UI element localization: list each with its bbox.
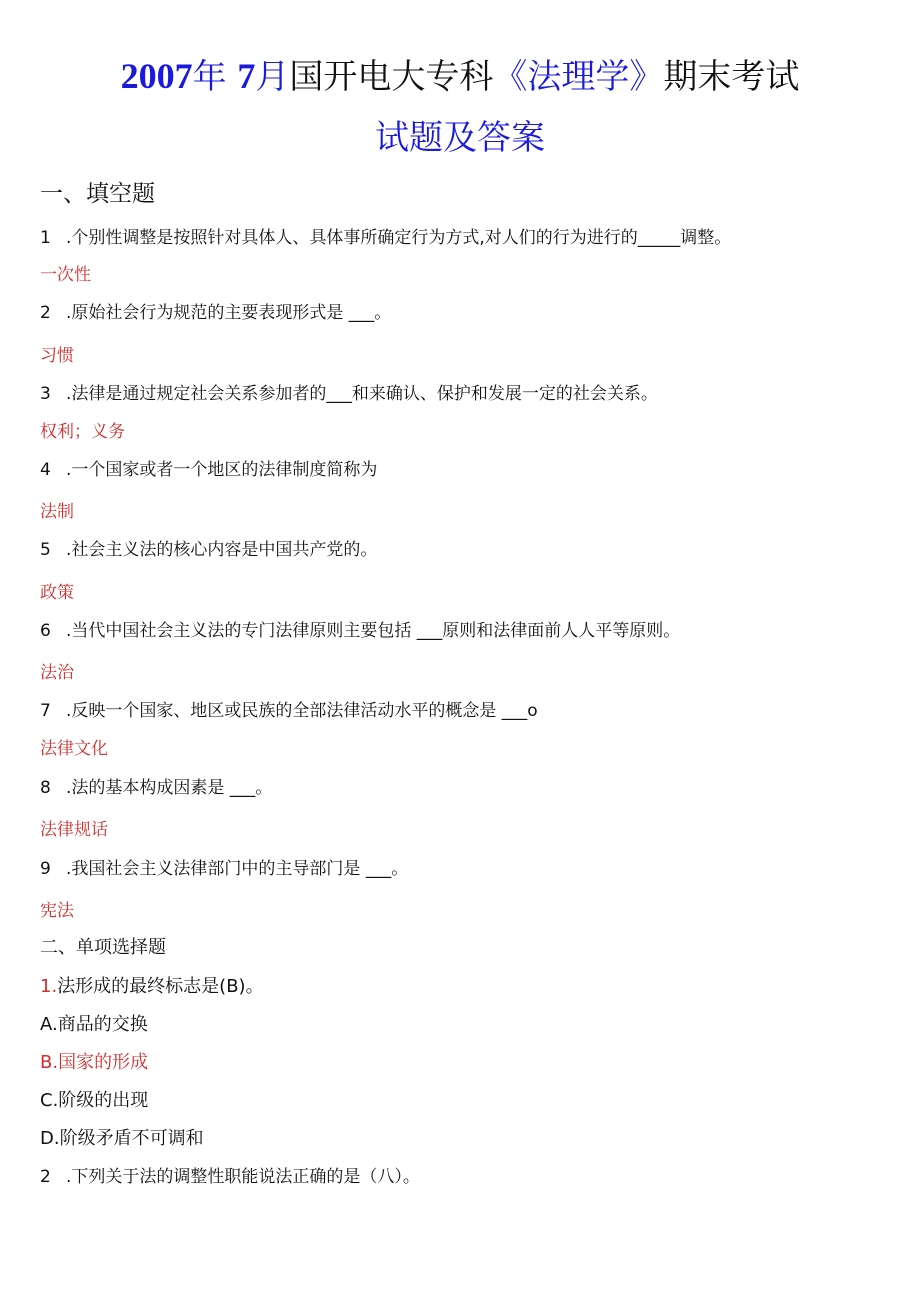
- option-a: A.商品的交换: [40, 1014, 148, 1035]
- title-nian: 年: [192, 57, 227, 97]
- answer-2: 习惯: [40, 346, 74, 366]
- answer-9: 宪法: [40, 901, 74, 921]
- document-title-line-2: 试题及答案: [375, 118, 545, 158]
- question-text: .反映一个国家、地区或民族的全部法律活动水平的概念是 ___o: [66, 701, 538, 721]
- answer-8: 法律规话: [40, 820, 108, 840]
- document-title-line-1: [0, 52, 920, 101]
- option-c: C.阶级的出现: [40, 1090, 149, 1111]
- title-course: 《法理学》: [493, 57, 664, 97]
- question-text: .法律是通过规定社会关系参加者的___和来确认、保护和发展一定的社会关系。: [66, 384, 658, 404]
- section-heading-fill-in: 一、填空题: [40, 181, 155, 207]
- question-text: .个别性调整是按照针对具体人、具体事所确定行为方式,对人们的行为进行的_____调整。: [66, 228, 732, 248]
- answer-7: 法律文化: [40, 739, 108, 759]
- question-number: 6: [40, 621, 51, 641]
- question-6: [40, 619, 680, 643]
- question-1: [40, 226, 731, 250]
- question-number: 1: [40, 228, 51, 248]
- question-number: 2: [40, 303, 51, 323]
- question-2: [40, 301, 391, 325]
- question-number: 3: [40, 384, 51, 404]
- question-3: [40, 382, 658, 406]
- question-text: .我国社会主义法律部门中的主导部门是 ___。: [66, 859, 409, 879]
- question-7: [40, 699, 538, 723]
- answer-3: 权利；义务: [40, 422, 125, 442]
- question-text: .社会主义法的核心内容是中国共产党的。: [66, 540, 378, 560]
- question-number: 8: [40, 778, 51, 798]
- question-number: 1.: [40, 976, 58, 997]
- question-4: [40, 458, 377, 482]
- question-number: 9: [40, 859, 51, 879]
- question-text: .原始社会行为规范的主要表现形式是 ___。: [66, 303, 392, 323]
- question-text: .下列关于法的调整性职能说法正确的是（八）。: [66, 1167, 420, 1187]
- title-year: 2007: [120, 56, 193, 96]
- question-number: 2: [40, 1167, 51, 1187]
- title-month: 7: [237, 56, 256, 96]
- answer-4: 法制: [40, 502, 74, 522]
- title-exam: 期末考试: [663, 57, 800, 97]
- option-d: D.阶级矛盾不可调和: [40, 1128, 204, 1149]
- section-heading-single-choice: 二、单项选择题: [40, 937, 166, 958]
- answer-6: 法治: [40, 663, 74, 683]
- question-text: .一个国家或者一个地区的法律制度简称为: [66, 460, 378, 480]
- choice-question-2: [40, 1165, 420, 1189]
- question-8: [40, 776, 272, 800]
- question-text: .当代中国社会主义法的专门法律原则主要包括 ___原则和法律面前人人平等原则。: [66, 621, 681, 641]
- question-5: [40, 538, 377, 562]
- answer-1: 一次性: [40, 265, 91, 285]
- choice-question-1: [40, 975, 264, 999]
- title-yue: 月: [255, 57, 290, 97]
- question-text: 法形成的最终标志是(B)。: [57, 976, 264, 997]
- question-number: 7: [40, 701, 51, 721]
- answer-5: 政策: [40, 583, 74, 603]
- question-number: 5: [40, 540, 51, 560]
- question-number: 4: [40, 460, 51, 480]
- question-text: .法的基本构成因素是 ___。: [66, 778, 273, 798]
- question-9: [40, 857, 408, 881]
- option-b-correct: B.国家的形成: [40, 1052, 149, 1073]
- title-school: 国开电大专科: [289, 57, 494, 97]
